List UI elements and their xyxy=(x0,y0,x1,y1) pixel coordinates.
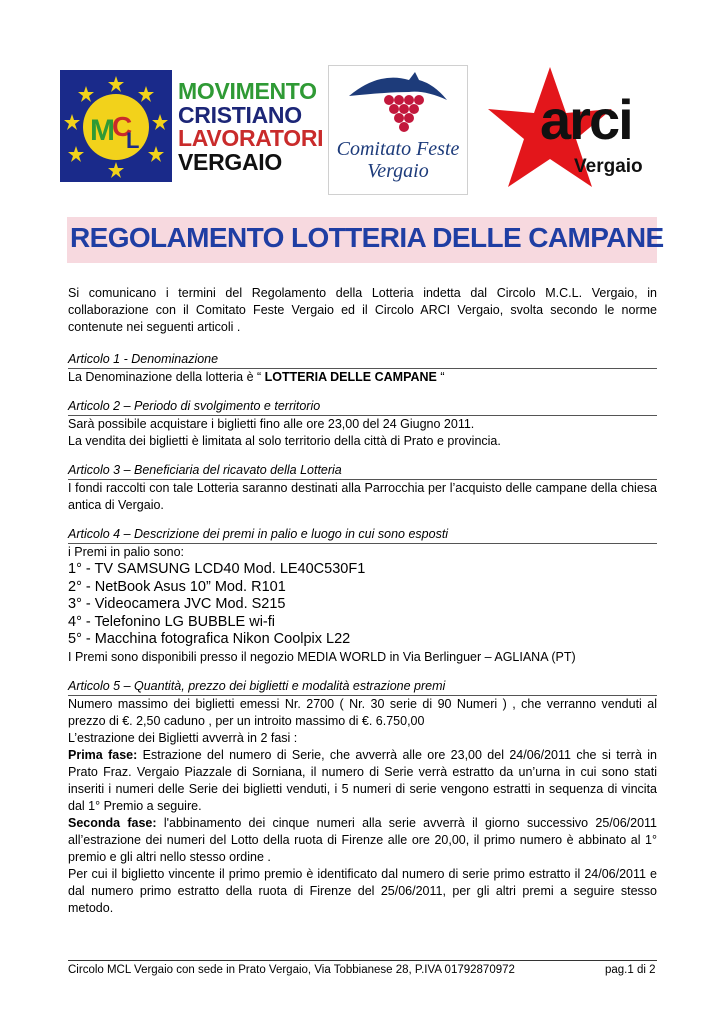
intro-paragraph: Si comunicano i termini del Regolamento della Lotteria indetta dal Circolo M.C.L. Vergaio, in collaborazione con il Comitato Feste Vergaio ed il Circolo ARCI Vergaio, svolta secondo le norme contenute nei seguenti articoli . xyxy=(68,286,657,334)
arci-subtitle: Vergaio xyxy=(574,156,643,177)
comitato-line-1: Comitato Feste xyxy=(336,138,460,160)
article-5-body xyxy=(68,696,657,917)
first-phase-text: Estrazione del numero di Serie, che avverrà alle ore 23,00 del 24/06/2011 che si terrà in Prato Fraz. Vergaio Piazzale di Sorniana, il numero di Serie verrà estratto da un’urna in cui sono stati inseriti i numeri delle Serie dei biglietti venduti, i 5 numeri di serie vengono estratti in sequenza di vincita dal 1° Premio a seguire. xyxy=(68,747,657,813)
mcl-line-2: CRISTIANO xyxy=(178,101,302,128)
mcl-line-3: LAVORATORI xyxy=(178,125,324,151)
mcl-line-1: MOVIMENTO xyxy=(178,78,317,104)
comitato-line-2: Vergaio xyxy=(367,160,429,182)
mcl-line-4: VERGAIO xyxy=(178,148,282,175)
article-3-body xyxy=(68,480,657,514)
second-phase-label: Seconda fase: xyxy=(68,815,157,830)
footer-address: Circolo MCL Vergaio con sede in Prato Vergaio, Via Tobbianese 28, P.IVA 01792870972 xyxy=(68,964,515,976)
prize-2: 2° - NetBook Asus 10” Mod. R101 xyxy=(68,578,286,595)
page-number: pag.1 di 2 xyxy=(605,964,656,976)
comitato-feste-text xyxy=(329,138,467,182)
prize-1: 1° - TV SAMSUNG LCD40 Mod. LE40C530F1 xyxy=(68,561,366,577)
article-3-line-1: I fondi raccolti con tale Lotteria saranno destinati alla Parrocchia per l’acquisto delle campane della chiesa antica di Vergaio. xyxy=(68,481,657,512)
article-3-title: Articolo 3 – Beneficiaria del ricavato della Lotteria xyxy=(68,462,657,480)
prize-5: 5° - Macchina fotografica Nikon Coolpix L22 xyxy=(68,631,351,647)
prizes-intro: i Premi in palio sono: xyxy=(68,545,185,559)
comitato-feste-logo xyxy=(328,65,468,195)
svg-text:L: L xyxy=(126,128,140,153)
svg-text:C: C xyxy=(112,111,133,142)
grapes-icon xyxy=(329,66,467,138)
prize-3: 3° - Videocamera JVC Mod. S215 xyxy=(68,596,286,612)
article-1-quote: “ xyxy=(436,370,445,384)
article-1-body xyxy=(68,369,657,386)
article-2-title: Articolo 2 – Periodo di svolgimento e territorio xyxy=(68,398,657,416)
document-body xyxy=(68,285,657,929)
svg-text:M: M xyxy=(90,114,115,147)
mcl-emblem-icon xyxy=(60,70,172,182)
winning-rule: Per cui il biglietto vincente il primo premio è identificato dal numero di serie primo estratto il 24/06/2011 e dal numero primo estratto della ruota di Firenze del 25/06/2011, per gli altri premi a seguire stesso metodo. xyxy=(68,866,657,915)
article-5-title: Articolo 5 – Quantità, prezzo dei biglietti e modalità estrazione premi xyxy=(68,678,657,696)
arci-wordmark: arci xyxy=(540,88,632,151)
article-4-title: Articolo 4 – Descrizione dei premi in palio e luogo in cui sono esposti xyxy=(68,526,657,544)
footer-divider xyxy=(68,960,657,961)
second-phase-text: l'abbinamento dei cinque numeri alla serie avverrà il giorno successivo 25/06/2011 all’estrazione dei numeri del Lotto della ruota di Firenze alle ore 20,00, il primo numero è abbinato al 1° premio e gli altri nello stesso ordine . xyxy=(68,815,657,864)
article-2-body xyxy=(68,416,657,450)
second-phase xyxy=(68,815,657,866)
ticket-quantity: Numero massimo dei biglietti emessi Nr. 2700 ( Nr. 30 serie di 90 Numeri ) , che verranno venduti al prezzo di €. 2,50 caduno , per un introito massimo di €. 6.750,00 xyxy=(68,696,657,728)
lottery-name: LOTTERIA DELLE CAMPANE xyxy=(264,370,437,384)
article-1-text: La Denominazione della lotteria è “ xyxy=(68,370,265,384)
mcl-name xyxy=(178,80,323,174)
mcl-logo xyxy=(60,70,172,182)
article-1-title: Articolo 1 - Denominazione xyxy=(68,351,657,369)
first-phase xyxy=(68,747,657,815)
article-4-body xyxy=(68,544,657,666)
article-2-line-1: Sarà possibile acquistare i biglietti fino alle ore 23,00 del 24 Giugno 2011. xyxy=(68,417,475,431)
page-title: REGOLAMENTO LOTTERIA DELLE CAMPANE xyxy=(70,222,664,253)
header-logos xyxy=(0,62,724,202)
prize-4: 4° - Telefonino LG BUBBLE wi-fi xyxy=(68,613,276,630)
prizes-location: I Premi sono disponibili presso il negozio MEDIA WORLD in Via Berlinguer – AGLIANA (PT) xyxy=(68,649,576,664)
first-phase-label: Prima fase: xyxy=(68,747,138,762)
article-2-line-2: La vendita dei biglietti è limitata al solo territorio della città di Prato e provincia. xyxy=(68,434,501,448)
draw-phases-intro: L’estrazione dei Biglietti avverrà in 2 fasi : xyxy=(68,730,298,745)
